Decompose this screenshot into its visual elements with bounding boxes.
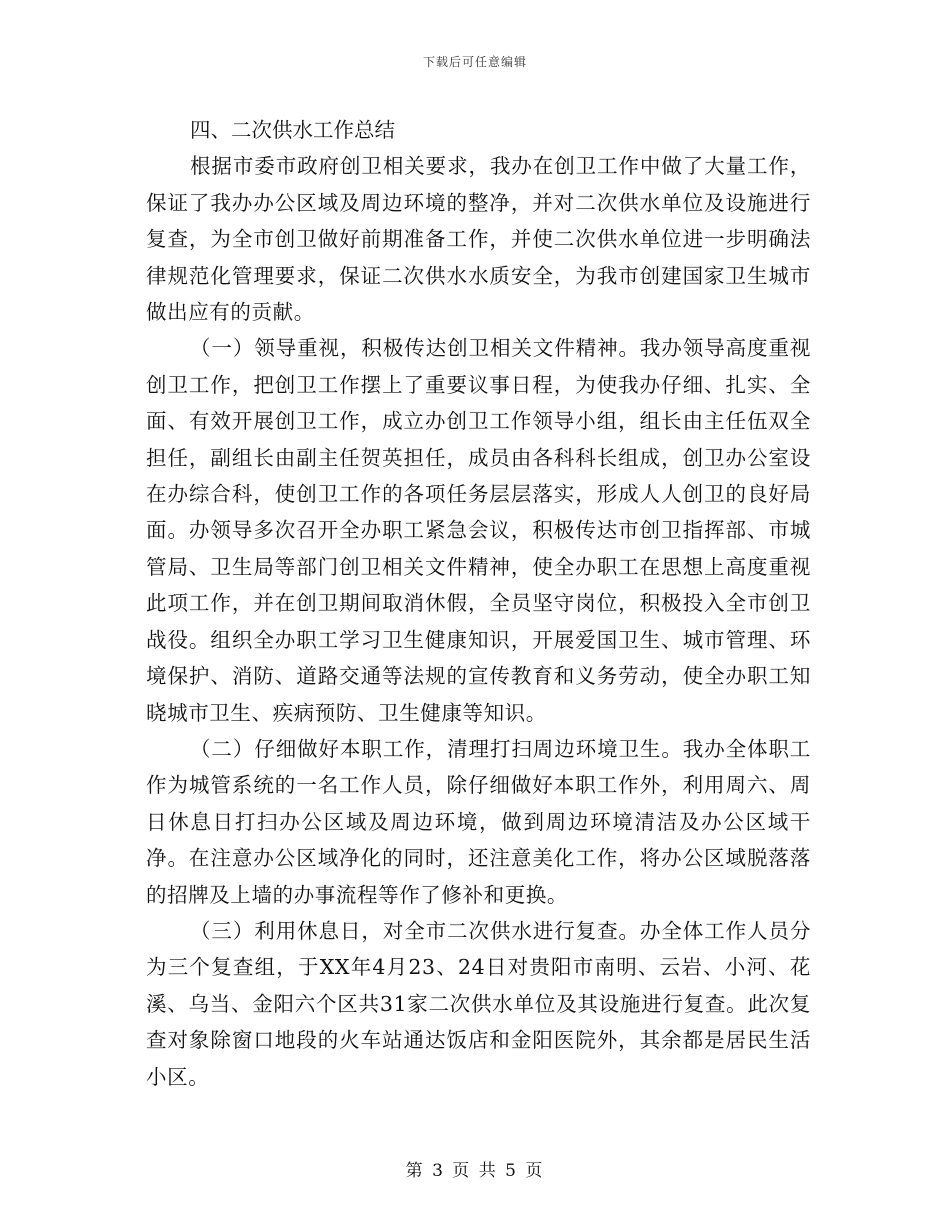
- page-header-note: 下载后可任意编辑: [422, 55, 527, 69]
- section-heading: 四、二次供水工作总结: [190, 118, 395, 142]
- document-body: [146, 112, 811, 1095]
- paragraph-leadership: （一）领导重视，积极传达创卫相关文件精神。我办领导高度重视创卫工作，把创卫工作摆上了重要议事日程，为使我办仔细、扎实、全面、有效开展创卫工作，成立办创卫工作领导小组，组长由主任伍双全担任，副组长由副主任贺英担任，成员由各科科长组成，创卫办公室设在办综合科，使创卫工作的各项任务层层落实，形成人人创卫的良好局面。办领导多次召开全办职工紧急会议，积极传达市创卫指挥部、市城管局、卫生局等部门创卫相关文件精神，使全办职工在思想上高度重视此项工作，并在创卫期间取消休假，全员坚守岗位，积极投入全市创卫战役。组织全办职工学习卫生健康知识，开展爱国卫生、城市管理、环境保护、消防、道路交通等法规的宣传教育和义务劳动，使全办职工知晓城市卫生、疾病预防、卫生健康等知识。: [146, 336, 811, 725]
- paragraph-inspection: （三）利用休息日，对全市二次供水进行复查。办全体工作人员分为三个复查组，于XX年4月23、24日对贵阳市南明、云岩、小河、花溪、乌当、金阳六个区共31家二次供水单位及其设施进行复查。此次复查对象除窗口地段的火车站通达饭店和金阳医院外，其余都是居民生活小区。: [146, 918, 811, 1089]
- page-number-footer: 第 3 页 共 5 页: [405, 1161, 545, 1181]
- paragraph-intro: 根据市委市政府创卫相关要求，我办在创卫工作中做了大量工作，保证了我办办公区域及周边环境的整净，并对二次供水单位及设施进行复查，为全市创卫做好前期准备工作，并使二次供水单位进一步明确法律规范化管理要求，保证二次供水水质安全，为我市创建国家卫生城市做出应有的贡献。: [146, 154, 811, 325]
- paragraph-cleaning: （二）仔细做好本职工作，清理打扫周边环境卫生。我办全体职工作为城管系统的一名工作人员，除仔细做好本职工作外，利用周六、周日休息日打扫办公区域及周边环境，做到周边环境清洁及办公区域干净。在注意办公区域净化的同时，还注意美化工作，将办公区域脱落落的招牌及上墙的办事流程等作了修补和更换。: [146, 736, 811, 907]
